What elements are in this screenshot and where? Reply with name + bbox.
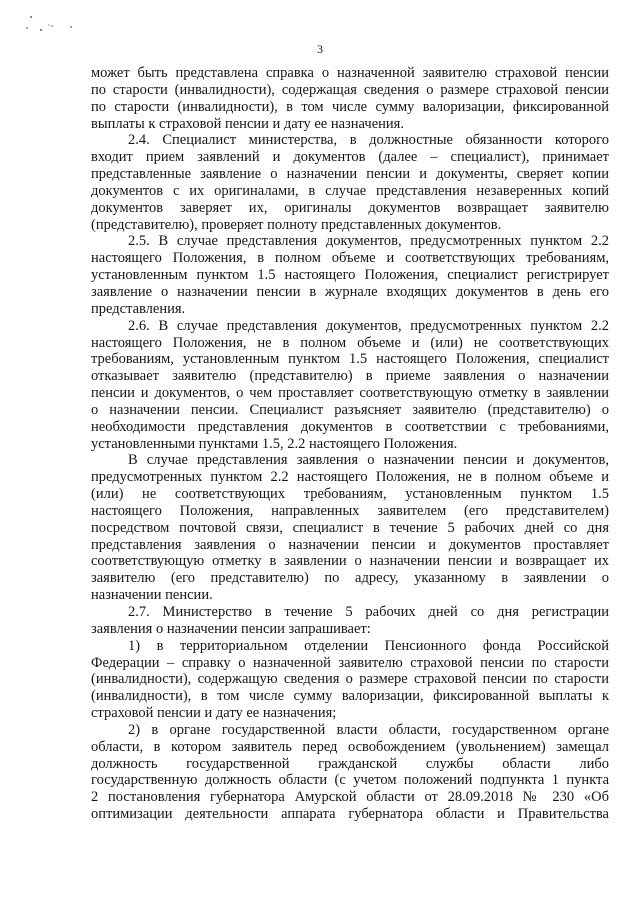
text-line: соответствующую отметку в заявлении о назначении пенсии и возвращает их [91,553,609,570]
text-line: (представителю), проверяет полноту представленных документов. [91,216,502,233]
text-line: (или) не соответствующих требованиям, установленным пунктом 1.5 [91,486,609,503]
text-line: должность государственной гражданской службы области либо [91,755,609,772]
text-line: документов заверяет их, оригиналы документов возвращает заявителю [91,199,609,216]
text-line: заявления о назначении пенсии запрашивает: [91,620,371,637]
text-line: В случае представления заявления о назначении пенсии и документов, [128,452,609,469]
text-line: настоящего Положения, не в полном объеме и (или) не соответствующих [91,334,609,351]
text-line: может быть представлена справка о назначенной заявителю страховой пенсии [91,65,609,81]
paragraph [91,604,609,638]
text-line: (инвалидности), содержащую сведения о размере страховой пенсии по старости [91,671,609,688]
text-line: выплаты к страховой пенсии и дату ее назначения. [91,115,404,132]
text-line: посредством почтовой связи, специалист в течение 5 рабочих дней со дня [91,519,609,536]
text-line: требованиям, установленным пунктом 1.5 настоящего Положения, специалист [91,351,609,368]
paragraph [91,638,609,722]
text-line: 2 постановления губернатора Амурской области от 28.09.2018 № 230 «Об [91,789,609,806]
text-line: (инвалидности), в том числе сумму валоризации, фиксированной выплаты к [91,688,609,705]
text-line: оптимизации деятельности аппарата губернатора области и Правительства [91,806,609,823]
text-line: предусмотренных пунктом 2.2 настоящего Положения, не в полном объеме и [91,469,609,486]
text-line: 2) в органе государственной власти области, государственном органе [128,721,609,738]
paragraph [91,722,609,823]
text-line: представления заявления о назначении пенсии и документов проставляет [91,536,609,553]
text-line: настоящего Положения, в полном объеме и соответствующих требованиям, [91,250,609,267]
text-line: заявление о назначении пенсии в журнале входящих документов в день его [91,283,609,300]
text-line: 2.7. Министерство в течение 5 рабочих дней со дня регистрации [128,604,609,620]
text-line: пенсии и документов, о чем проставляет соответствующую отметку в заявлении [91,385,609,402]
text-line: 2.6. В случае представления документов, предусмотренных пунктом 2.2 [128,317,609,334]
text-line: установленным пунктом 1.5 настоящего Положения, специалист регистрирует [91,267,609,284]
text-line: страховой пенсии и дату ее назначения; [91,705,337,722]
document-body [91,65,609,823]
text-line: представления. [91,300,186,317]
text-line: 2.4. Специалист министерства, в должностные обязанности которого [128,132,609,149]
text-line: 1) в территориальном отделении Пенсионного фонда Российской [128,637,609,654]
paragraph [91,452,609,604]
text-line: Федерации – справку о назначенной заявителю страховой пенсии по старости [91,654,609,671]
paragraph [91,233,609,317]
text-line: государственную должность области (с учетом положений подпункта 1 пункта [91,772,609,789]
text-line: по старости (инвалидности), содержащая сведения о размере страховой пенсии [91,81,609,98]
paragraph [91,132,609,233]
text-line: отказывает заявителю (представителю) в приеме заявления о назначении [91,368,609,385]
text-line: документов с их оригиналами, в случае представления незаверенных копий [91,182,609,199]
text-line: входит прием заявлений и документов (далее – специалист), принимает [91,149,609,166]
text-line: установленными пунктами 1.5, 2.2 настоящего Положения. [91,435,458,452]
text-line: представленные заявление о назначении пенсии и документы, сверяет копии [91,166,609,183]
scan-artifacts [18,14,78,34]
text-line: необходимости представления документов в соответствии с требованиями, [91,418,609,435]
text-line: о назначении пенсии. Специалист разъясняет заявителю (представителю) о [91,401,609,418]
text-line: заявителю (его представителю) по адресу, указанному в заявлении о [91,570,609,587]
text-line: назначении пенсии. [91,587,213,604]
paragraph [91,318,609,453]
text-line: 2.5. В случае представления документов, предусмотренных пунктом 2.2 [128,233,609,250]
text-line: настоящего Положения, направленных заявителем (его представителем) [91,502,609,519]
text-line: области, в котором заявитель перед освобождением (увольнением) замещал [91,738,609,755]
paragraph [91,65,609,132]
page-number: 3 [317,42,323,56]
text-line: по старости (инвалидности), в том числе сумму валоризации, фиксированной [91,98,609,115]
